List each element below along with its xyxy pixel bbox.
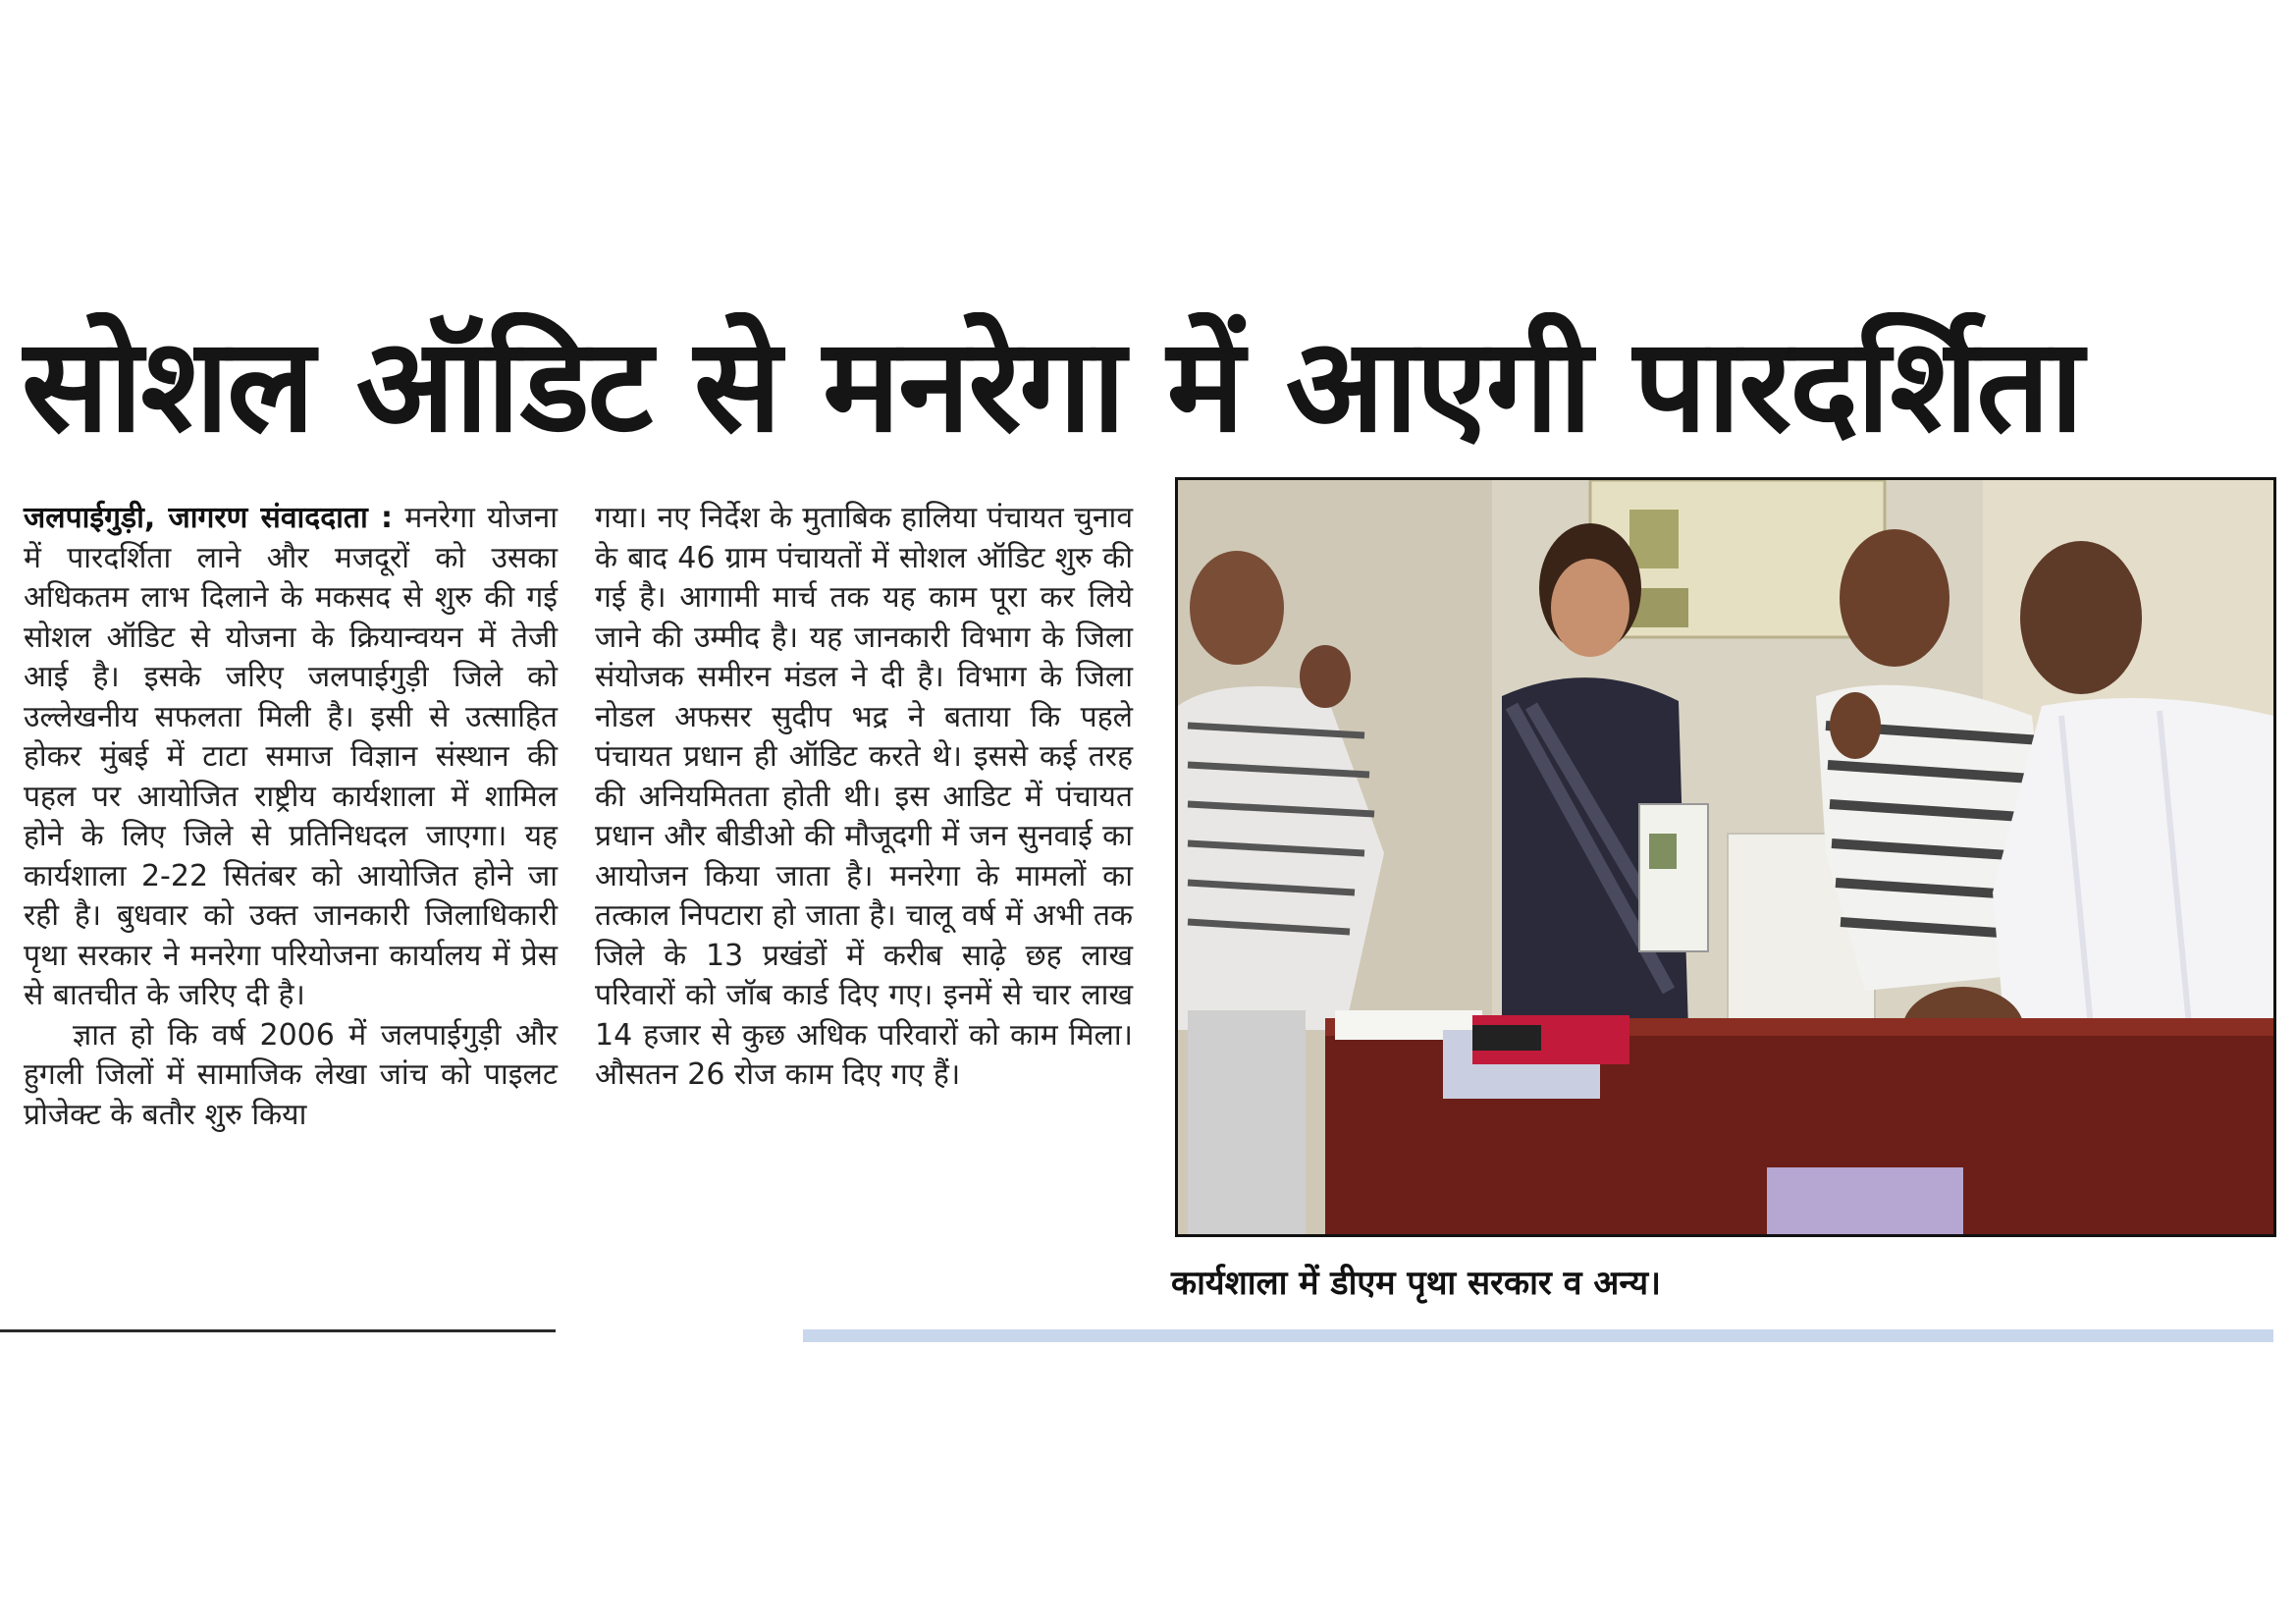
headline: सोशल ऑडिट से मनरेगा में आएगी पारदर्शिता xyxy=(22,312,2082,460)
paragraph-1-text: मनरेगा योजना में पारदर्शिता लाने और मजदूरों को उसका अधिकतम लाभ दिलाने के मकसद से शुरु की गई सोशल ऑडिट से योजना के क्रियान्वयन में तेजी आई है। इसके जरिए जलपाईगुड़ी जिले को उल्लेखनीय सफलता मिली है। इसी से उत्साहित होकर मुंबई में टाटा समाज विज्ञान संस्थान की पहल पर आयोजित राष्ट्रीय कार्यशाला में शामिल होने के लिए जिले से प्रतिनिधदल जाएगा। यह कार्यशाला 2-22 सितंबर को आयोजित होने जा रही है। बुधवार को उक्त जानकारी जिलाधिकारी पृथा सरकार ने मनरेगा परियोजना कार्यालय में प्रेस से बातचीत के जरिए दी है। xyxy=(24,501,559,1012)
photo-illustration xyxy=(1178,480,2273,1234)
article-paragraph-2: ज्ञात हो कि वर्ष 2006 में जलपाईगुड़ी और हुगली जिलों में सामाजिक लेखा जांच को पाइलट प्रोजेक्ट के बतौर शुरु किया xyxy=(24,1017,558,1132)
photo-caption: कार्यशाला में डीएम पृथा सरकार व अन्य। xyxy=(1171,1264,1661,1303)
article-paragraph-1 xyxy=(24,499,558,1016)
article-column-2 xyxy=(595,499,1133,1096)
column-divider-rule xyxy=(0,1329,556,1332)
article-column-1 xyxy=(24,499,558,1135)
page-edge-band xyxy=(803,1329,2273,1342)
photo-person-back xyxy=(1300,645,1351,708)
article-paragraph-3: गया। नए निर्देश के मुताबिक हालिया पंचायत चुनाव के बाद 46 ग्राम पंचायतों में सोशल ऑडिट शुरु की गई है। आगामी मार्च तक यह काम पूरा कर लिये जाने की उम्मीद है। यह जानकारी विभाग के जिला संयोजक समीरन मंडल ने दी है। विभाग के जिला नोडल अफसर सुदीप भद्र ने बताया कि पहले पंचायत प्रधान ही ऑडिट करते थे। इससे कई तरह की अनियमितता होती थी। इस आडिट में पंचायत प्रधान और बीडीओ की मौजूदगी में जन सुनवाई का आयोजन किया जाता है। मनरेगा के मामलों का तत्काल निपटारा हो जाता है। चालू वर्ष में अभी तक जिले के 13 प्रखंडों में करीब साढ़े छह लाख परिवारों को जॉब कार्ड दिए गए। इनमें से चार लाख 14 हजार से कुछ अधिक परिवारों को काम मिला। औसतन 26 रोज काम दिए गए हैं। xyxy=(595,501,1133,1092)
news-photo xyxy=(1175,477,2276,1237)
dateline: जलपाईगुड़ी, जागरण संवाददाता : xyxy=(24,501,394,535)
photo-phone xyxy=(1472,1025,1541,1051)
photo-folder xyxy=(1767,1167,1963,1234)
photo-poster-figure xyxy=(1629,510,1679,568)
